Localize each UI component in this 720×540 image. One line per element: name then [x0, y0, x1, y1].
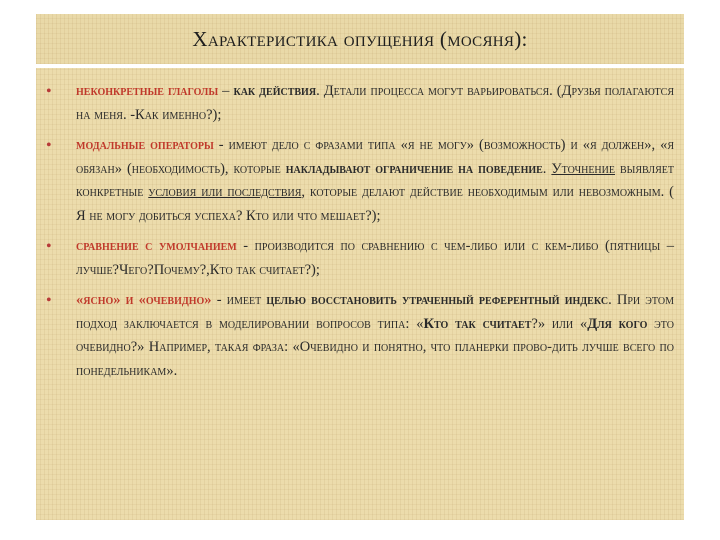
content-panel	[36, 68, 684, 520]
item-text: . При этом подход заключается в моделировании вопросов типа: «	[76, 292, 674, 332]
bullet-icon: •	[46, 238, 52, 255]
item-text: выявляет конкретные	[76, 160, 674, 200]
bullet-icon: •	[46, 292, 52, 309]
item-bold-text: целью восстановить утраченный референтный индекс	[266, 292, 609, 308]
item-text: - производится по сравнению с чем-либо или с кем-либо (пятницы – лучше?Чего?Почему?,Кто так считает?);	[76, 238, 674, 278]
term-label: «ясно» и «очевидно»	[76, 292, 212, 308]
term-label: сравнение с умолчанием	[76, 238, 237, 254]
item-text: –	[218, 83, 234, 99]
list-item	[36, 80, 674, 127]
title-bar	[36, 14, 684, 64]
item-underlined-text: условия или последствия	[148, 184, 302, 200]
term-label: неконкретные глаголы	[76, 83, 219, 99]
item-text: это очевидно?» Например, такая фраза: «Очевидно и понятно, что планерки прово-дить лучше всего по понедельникам».	[76, 315, 674, 379]
item-bold-text: Кто так считает	[423, 315, 532, 332]
bullet-icon: •	[46, 83, 52, 100]
item-text: .	[542, 160, 552, 177]
list-item	[36, 289, 674, 383]
item-text: - имеет	[211, 292, 267, 308]
bullet-icon: •	[46, 137, 52, 154]
item-bold-text: как действия	[233, 83, 317, 99]
item-text: ?» или «	[531, 315, 588, 332]
item-bold-text: накладывают ограничение на поведение	[285, 160, 543, 177]
item-text: . Детали процесса могут варьироваться. (Друзья полагаются на меня. -Как именно?);	[76, 83, 674, 123]
bullet-list	[36, 68, 684, 383]
list-item	[36, 235, 674, 282]
item-text: , которые делают действие необходимым или невозможным. ( Я не могу добиться успеха? Кто или что мешает?);	[76, 184, 674, 224]
slide-title: Характеристика опущения (мосяня):	[192, 26, 528, 51]
item-text: - имеют дело с фразами типа «я не могу» (возможность) и «я должен», «я обязан» (необходимость), которые	[76, 137, 674, 177]
item-bold-text: Для кого	[587, 315, 648, 332]
term-label: модальные операторы	[76, 137, 214, 153]
item-underlined-text: Уточнение	[551, 160, 615, 177]
list-item	[36, 134, 674, 228]
